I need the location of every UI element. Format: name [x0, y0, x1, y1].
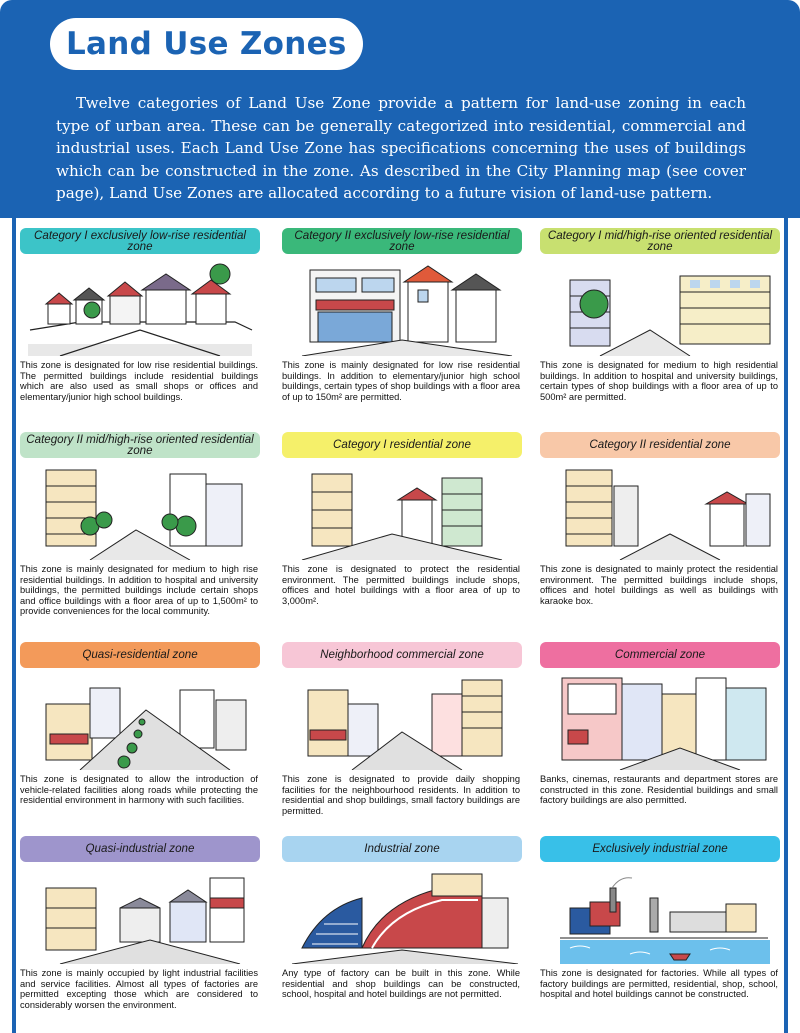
- zone-label: Category II mid/high-rise oriented residential zone: [20, 432, 260, 458]
- zone-description: This zone is designated to allow the introduction of vehicle-related facilities along roads while protecting the residential environment in harmony with such facilities.: [20, 774, 258, 806]
- light-industry-street-icon: [20, 868, 260, 964]
- zone-description: This zone is mainly designated for medium to high rise residential buildings. In addition to hospital and university buildings, the permitted buildings include certain shops and office buildings with a floor area of up to 1,500m² to provide conveniences for the local community.: [20, 564, 258, 617]
- zone-label: Category II residential zone: [540, 432, 780, 458]
- shopping-street-icon: [282, 674, 522, 770]
- zone-description: Any type of factory can be built in this zone. While residential and shop buildings can be constructed, school, hospital and hotel buildings are not permitted.: [282, 968, 520, 1000]
- zone-label: Category II exclusively low-rise residential zone: [282, 228, 522, 254]
- industrial-port-icon: [540, 868, 780, 964]
- zone-card-cat2-mid-high: [20, 432, 260, 617]
- page-title: Land Use Zones: [66, 26, 347, 62]
- zone-label: Industrial zone: [282, 836, 522, 862]
- residential-street-icon: [282, 464, 522, 560]
- zone-card-commercial: [540, 642, 780, 806]
- zone-card-neighborhood-commercial: [282, 642, 522, 816]
- mid-rise-avenue-icon: [20, 464, 260, 560]
- zone-card-cat1-residential: [282, 432, 522, 606]
- mid-rise-street-icon: [540, 260, 780, 356]
- intro-paragraph: Twelve categories of Land Use Zone provide a pattern for land-use zoning in each type of urban area. These can be generally categorized into residential, commercial and industrial uses. Each Land Use Zone has specifications concerning the uses of buildings which can be constructed in the zone. As described in the City Planning map (see cover page), Land Use Zones are allocated according to a future vision of land-use pattern.: [56, 94, 746, 203]
- zone-description: This zone is designated to mainly protect the residential environment. The permitted buildings include shops, offices and hotel buildings as well as buildings with karaoke box.: [540, 564, 778, 606]
- zone-description: This zone is mainly designated for low rise residential buildings. In addition to elementary/junior high school buildings, certain types of shop buildings with a floor area of up to 150m² are permitted.: [282, 360, 520, 402]
- zone-card-cat2-low-rise: [282, 228, 522, 402]
- zone-label: Category I residential zone: [282, 432, 522, 458]
- zone-description: This zone is designated for factories. While all types of factory buildings are permitted, residential, shop, school, hospital and hotel buildings cannot be constructed.: [540, 968, 778, 1000]
- zone-description: Banks, cinemas, restaurants and department stores are constructed in this zone. Residential buildings and small factory buildings are also permitted.: [540, 774, 778, 806]
- zone-card-cat2-residential: [540, 432, 780, 606]
- zone-description: This zone is designated for low rise residential buildings. The permitted buildings include residential buildings which are also used as small shops or offices and elementary/junior high school buildings.: [20, 360, 258, 402]
- zone-description: This zone is designated to protect the residential environment. The permitted buildings include shops, offices and hotel buildings with a floor area of up to 3,000m².: [282, 564, 520, 606]
- zone-card-cat1-mid-high: [540, 228, 780, 402]
- zone-card-quasi-residential: [20, 642, 260, 806]
- shops-and-houses-icon: [282, 260, 522, 356]
- zone-description: This zone is designated to provide daily shopping facilities for the neighbourhood residents. In addition to residential and shop buildings, small factory buildings are permitted.: [282, 774, 520, 816]
- zone-label: Quasi-industrial zone: [20, 836, 260, 862]
- low-rise-houses-icon: [20, 260, 260, 356]
- zone-label: Neighborhood commercial zone: [282, 642, 522, 668]
- title-pill: [50, 18, 363, 70]
- zone-description: This zone is designated for medium to high residential buildings. In addition to hospital and university buildings, certain types of shop buildings with a floor area of up to 500m² are permitted.: [540, 360, 778, 402]
- zone-card-industrial: [282, 836, 522, 1000]
- karaoke-street-icon: [540, 464, 780, 560]
- header-banner: [0, 0, 800, 218]
- zone-label: Exclusively industrial zone: [540, 836, 780, 862]
- zone-card-exclusively-industrial: [540, 836, 780, 1000]
- zone-label: Category I exclusively low-rise residential zone: [20, 228, 260, 254]
- zone-label: Category I mid/high-rise oriented residential zone: [540, 228, 780, 254]
- downtown-street-icon: [540, 674, 780, 770]
- road-with-trees-icon: [20, 674, 260, 770]
- zone-card-quasi-industrial: [20, 836, 260, 1010]
- zone-label: Commercial zone: [540, 642, 780, 668]
- zone-card-cat1-low-rise: [20, 228, 260, 402]
- zone-description: This zone is mainly occupied by light industrial facilities and service facilities. Almost all types of factories are permitted excepting those which are considered to considerably worsen the environment.: [20, 968, 258, 1010]
- factory-buildings-icon: [282, 868, 522, 964]
- zone-label: Quasi-residential zone: [20, 642, 260, 668]
